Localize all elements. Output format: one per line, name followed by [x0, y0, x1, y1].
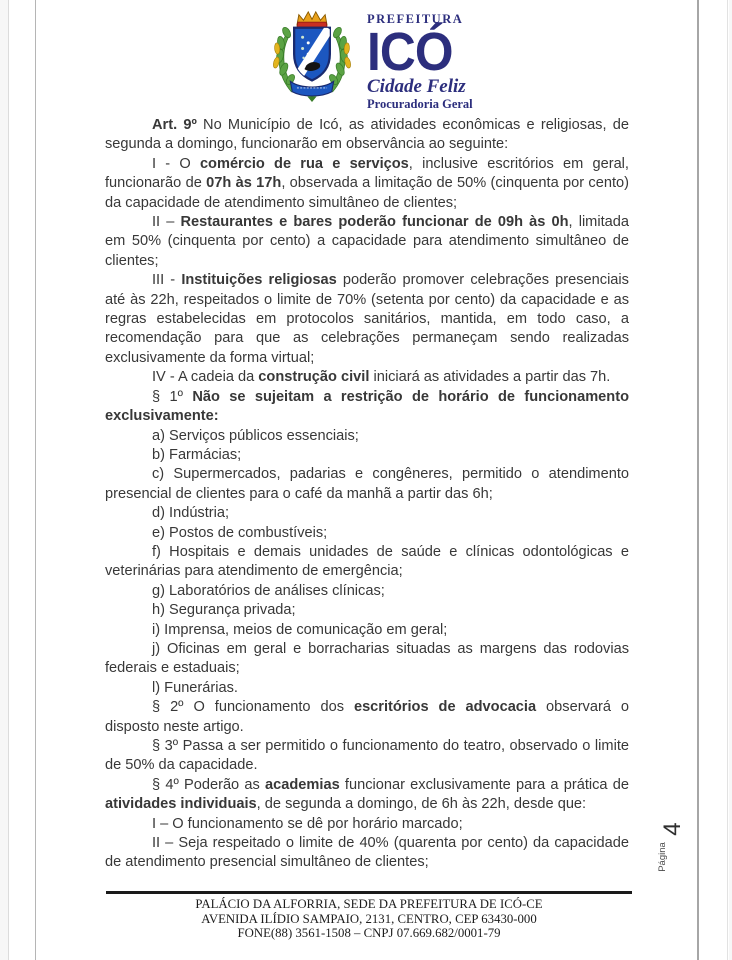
- paragraph: I - O comércio de rua e serviços, inclusive escritórios em geral, funcionarão de 07h às 17h, observada a limitação de 50% (cinquenta por cento) da capacidade de atendimento simultâneo de clientes;: [105, 155, 629, 211]
- paragraph: II – Restaurantes e bares poderão funcionar de 09h às 0h, limitada em 50% (cinquenta por cento) a capacidade para atendimento simultâneo de clientes;: [105, 214, 629, 269]
- page-edge-line: [35, 0, 36, 960]
- footer-divider: [106, 891, 632, 894]
- page-edge-line: [8, 0, 9, 960]
- scan-gutter-left: [0, 0, 8, 960]
- paragraph: b) Farmácias;: [152, 446, 242, 463]
- paragraph: d) Indústria;: [152, 505, 230, 522]
- paragraph: g) Laboratórios de análises clínicas;: [152, 582, 385, 599]
- page-edge-line: [697, 0, 699, 960]
- footer-line-address2: AVENIDA ILÍDIO SAMPAIO, 2131, CENTRO, CEP 63430-000: [201, 911, 537, 926]
- paragraph: i) Imprensa, meios de comunicação em geral;: [152, 621, 448, 638]
- logo-org-name: PREFEITURA: [367, 12, 464, 26]
- footer-line-address1: PALÁCIO DA ALFORRIA, SEDE DA PREFEITURA DE ICÓ-CE: [195, 897, 543, 911]
- logo-department: Procuradoria Geral: [367, 97, 473, 111]
- paragraph: l) Funerárias.: [152, 679, 238, 696]
- paragraph: f) Hospitais e demais unidades de saúde e clínicas odontológicas e veterinárias para atendimento de emergência;: [105, 543, 629, 580]
- document-body: [105, 116, 629, 873]
- paragraph: § 2º O funcionamento dos escritórios de advocacia observará o disposto neste artigo.: [105, 699, 630, 735]
- page-label-word: Página: [657, 842, 668, 872]
- logo-text-block: [367, 8, 477, 111]
- paragraph: § 3º Passa a ser permitido o funcionamento do teatro, observado o limite de 50% da capacidade.: [105, 738, 629, 774]
- paragraph: III - Instituições religiosas poderão promover celebrações presenciais até às 22h, respeitados o limite de 70% (setenta por cento) da capacidade e as regras estabelecidas em protocolos sanitários, mantida, em todo caso, a recomendação para que as celebrações permaneçam sendo realizadas exclusivamente da forma virtual;: [105, 272, 629, 366]
- paragraph: II – Seja respeitado o limite de 40% (quarenta por cento) da capacidade de atendimento presencial simultâneo de clientes;: [105, 835, 629, 871]
- paragraph: e) Postos de combustíveis;: [152, 524, 328, 541]
- paragraph: h) Segurança privada;: [152, 602, 296, 619]
- page-edge-line: [727, 0, 728, 960]
- paragraph: j) Oficinas em geral e borracharias situadas as margens das rodovias federais e estaduais;: [105, 640, 629, 677]
- letterhead: [265, 8, 477, 111]
- page-label-number: 4: [659, 822, 686, 836]
- paragraph: c) Supermercados, padarias e congêneres, permitido o atendimento presencial de clientes para o café da manhã a partir das 6h;: [105, 466, 629, 502]
- paragraph: § 4º Poderão as academias funcionar exclusivamente para a prática de atividades individuais, de segunda a domingo, de 6h às 22h, desde que:: [105, 776, 630, 813]
- logo-slogan: Cidade Feliz: [367, 76, 466, 97]
- coat-of-arms-icon: [265, 8, 359, 104]
- paragraph: Art. 9º No Município de Icó, as atividades econômicas e religiosas, de segunda a domingo, funcionarão em observância ao seguinte:: [105, 117, 629, 153]
- footer: [106, 897, 632, 941]
- paragraph: I – O funcionamento se dê por horário marcado;: [152, 815, 463, 832]
- paragraph: § 1º Não se sujeitam a restrição de horário de funcionamento exclusivamente:: [105, 388, 629, 425]
- logo-city-name: ICÓ: [367, 22, 453, 82]
- paragraph: a) Serviços públicos essenciais;: [152, 427, 359, 444]
- footer-line-contact: FONE(88) 3561-1508 – CNPJ 07.669.682/0001-79: [237, 926, 501, 941]
- paragraph: IV - A cadeia da construção civil iniciará as atividades a partir das 7h.: [152, 369, 611, 386]
